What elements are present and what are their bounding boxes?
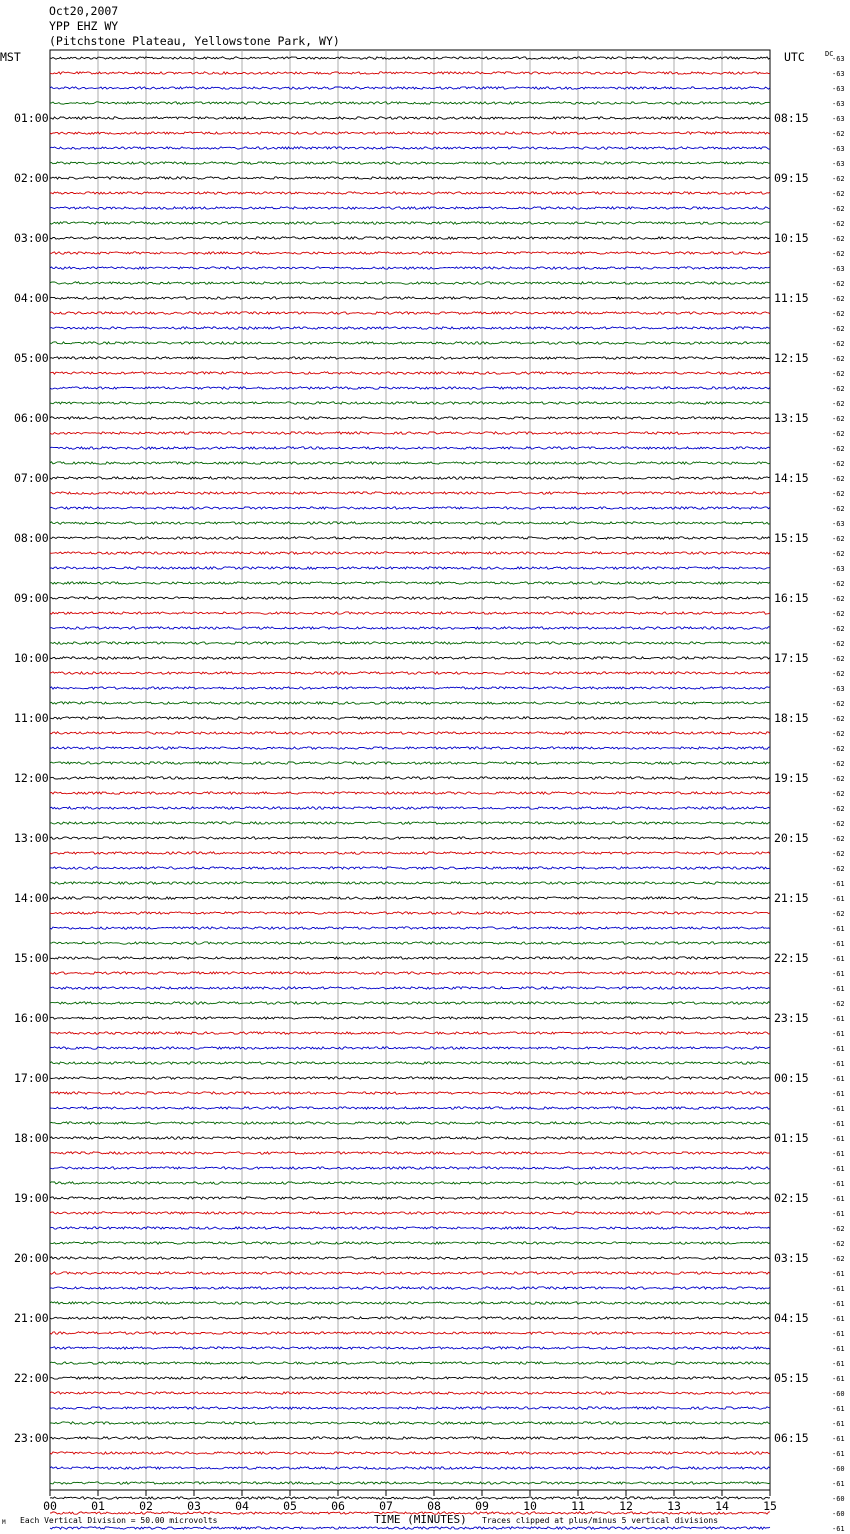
trace-line-76 (50, 1197, 770, 1199)
trace-line-43 (50, 702, 770, 704)
trace-line-23 (50, 402, 770, 404)
x-axis-ticks (43, 1490, 777, 1513)
x-axis-title: TIME (MINUTES) (374, 1513, 467, 1526)
trace-line-14 (50, 267, 770, 269)
dc-offset-label: -61 (832, 880, 845, 888)
x-tick-label: 15 (763, 1499, 777, 1513)
trace-line-68 (50, 1077, 770, 1079)
dc-offset-label: -62 (832, 655, 845, 663)
mst-hour-label: 10:00 (14, 651, 49, 665)
trace-line-50 (50, 807, 770, 809)
utc-hour-label: 01:15 (774, 1131, 809, 1145)
right-axis-label: UTC (784, 50, 805, 64)
utc-hour-label: 18:15 (774, 711, 809, 725)
trace-line-36 (50, 597, 770, 599)
dc-offset-label: -61 (832, 1405, 845, 1413)
utc-hour-label: 06:15 (774, 1431, 809, 1445)
dc-offset-label: -61 (832, 1090, 845, 1098)
trace-line-48 (50, 777, 770, 779)
trace-line-22 (50, 387, 770, 389)
dc-offset-label: -61 (832, 1030, 845, 1038)
trace-line-53 (50, 852, 770, 854)
mst-hour-label: 21:00 (14, 1311, 49, 1325)
utc-hour-label: 05:15 (774, 1371, 809, 1385)
dc-offset-label: -62 (832, 175, 845, 183)
dc-offset-label: -62 (832, 1255, 845, 1263)
mst-hour-label: 13:00 (14, 831, 49, 845)
x-tick-label: 14 (715, 1499, 729, 1513)
dc-offset-label: -62 (832, 1000, 845, 1008)
utc-hour-label: 19:15 (774, 771, 809, 785)
x-tick-label: 04 (235, 1499, 249, 1513)
dc-offset-label: -63 (832, 70, 845, 78)
mst-hour-label: 17:00 (14, 1071, 49, 1085)
trace-line-82 (50, 1287, 770, 1289)
utc-hour-label: 20:15 (774, 831, 809, 845)
dc-offset-label: -61 (832, 1120, 845, 1128)
mst-hour-label: 06:00 (14, 411, 49, 425)
mst-hour-label: 23:00 (14, 1431, 49, 1445)
trace-line-19 (50, 342, 770, 344)
x-tick-label: 07 (379, 1499, 393, 1513)
x-tick-label: 12 (619, 1499, 633, 1513)
trace-line-35 (50, 582, 770, 584)
dc-offset-label: -62 (832, 835, 845, 843)
dc-offset-label: -63 (832, 85, 845, 93)
x-tick-label: 11 (571, 1499, 585, 1513)
mst-hour-label: 03:00 (14, 231, 49, 245)
dc-offset-label: -63 (832, 115, 845, 123)
dc-offset-label: -62 (832, 325, 845, 333)
trace-line-47 (50, 762, 770, 764)
dc-offset-label: -61 (832, 1015, 845, 1023)
clipping-note: Traces clipped at plus/minus 5 vertical divisions (482, 1516, 719, 1525)
x-tick-label: 02 (139, 1499, 153, 1513)
trace-line-69 (50, 1092, 770, 1094)
utc-hour-label: 00:15 (774, 1071, 809, 1085)
corner-mark: M (2, 1519, 6, 1526)
trace-line-17 (50, 312, 770, 314)
dc-offset-label: -63 (832, 160, 845, 168)
trace-line-42 (50, 687, 770, 689)
trace-line-71 (50, 1122, 770, 1124)
trace-line-92 (50, 1437, 770, 1439)
dc-offset-label: -62 (832, 475, 845, 483)
dc-offset-label: -62 (832, 235, 845, 243)
dc-offset-label: -62 (832, 775, 845, 783)
trace-line-87 (50, 1362, 770, 1364)
utc-hour-label: 12:15 (774, 351, 809, 365)
trace-line-5 (50, 132, 770, 134)
trace-line-56 (50, 897, 770, 899)
dc-offset-label: -62 (832, 850, 845, 858)
dc-offset-label: -62 (832, 580, 845, 588)
dc-offset-label: -61 (832, 1135, 845, 1143)
trace-line-66 (50, 1047, 770, 1049)
dc-offset-label: -62 (832, 400, 845, 408)
dc-offset-label: -62 (832, 505, 845, 513)
dc-offset-label: -61 (832, 1285, 845, 1293)
dc-offset-label: -61 (832, 1330, 845, 1338)
dc-label: DC (825, 50, 834, 58)
mst-hour-label: 16:00 (14, 1011, 49, 1025)
trace-line-78 (50, 1227, 770, 1229)
trace-line-30 (50, 507, 770, 509)
trace-line-58 (50, 927, 770, 929)
dc-offset-label: -62 (832, 595, 845, 603)
trace-line-91 (50, 1422, 770, 1424)
trace-line-85 (50, 1332, 770, 1334)
utc-hour-label: 14:15 (774, 471, 809, 485)
trace-line-11 (50, 222, 770, 224)
mst-hour-label: 11:00 (14, 711, 49, 725)
dc-offset-label: -63 (832, 685, 845, 693)
trace-line-70 (50, 1107, 770, 1109)
dc-offset-label: -61 (832, 1450, 845, 1458)
trace-line-80 (50, 1257, 770, 1259)
dc-offset-label: -61 (832, 1435, 845, 1443)
utc-hour-label: 15:15 (774, 531, 809, 545)
dc-offset-label: -61 (832, 1345, 845, 1353)
dc-offset-label: -62 (832, 910, 845, 918)
trace-line-25 (50, 432, 770, 434)
trace-line-31 (50, 522, 770, 524)
dc-offset-label: -60 (832, 1495, 845, 1503)
trace-line-89 (50, 1392, 770, 1394)
trace-line-93 (50, 1452, 770, 1454)
dc-offset-label: -62 (832, 280, 845, 288)
dc-offset-label: -62 (832, 130, 845, 138)
trace-line-52 (50, 837, 770, 839)
trace-line-88 (50, 1377, 770, 1379)
trace-line-59 (50, 942, 770, 944)
trace-line-90 (50, 1407, 770, 1409)
mst-hour-label: 12:00 (14, 771, 49, 785)
dc-offset-label: -62 (832, 625, 845, 633)
trace-line-8 (50, 177, 770, 179)
trace-line-65 (50, 1032, 770, 1034)
dc-offset-label: -62 (832, 760, 845, 768)
dc-offset-label: -62 (832, 430, 845, 438)
dc-offset-label: -63 (832, 145, 845, 153)
utc-hour-labels (774, 111, 809, 1445)
dc-offset-label: -63 (832, 520, 845, 528)
trace-line-95 (50, 1482, 770, 1484)
x-tick-label: 08 (427, 1499, 441, 1513)
dc-offset-label: -62 (832, 670, 845, 678)
dc-offset-label: -61 (832, 1045, 845, 1053)
dc-offset-label: -61 (832, 1375, 845, 1383)
mst-hour-label: 05:00 (14, 351, 49, 365)
trace-line-49 (50, 792, 770, 794)
dc-offset-label: -62 (832, 385, 845, 393)
chart-station: YPP EHZ WY (49, 19, 119, 33)
utc-hour-label: 23:15 (774, 1011, 809, 1025)
trace-line-40 (50, 657, 770, 659)
trace-line-39 (50, 642, 770, 644)
dc-offset-label: -61 (832, 955, 845, 963)
trace-line-54 (50, 867, 770, 869)
mst-hour-label: 02:00 (14, 171, 49, 185)
trace-line-77 (50, 1212, 770, 1214)
trace-line-64 (50, 1017, 770, 1019)
mst-hour-label: 01:00 (14, 111, 49, 125)
seismic-traces (50, 57, 770, 1534)
trace-line-79 (50, 1242, 770, 1244)
utc-hour-label: 09:15 (774, 171, 809, 185)
dc-offset-label: -61 (832, 895, 845, 903)
chart-date: Oct20,2007 (49, 4, 119, 18)
dc-offset-labels (832, 55, 845, 1534)
trace-line-28 (50, 477, 770, 479)
dc-offset-label: -60 (832, 1465, 845, 1473)
dc-offset-label: -61 (832, 1480, 845, 1488)
dc-offset-label: -62 (832, 730, 845, 738)
chart-location: (Pitchstone Plateau, Yellowstone Park, WY) (49, 34, 340, 48)
trace-line-51 (50, 822, 770, 824)
dc-offset-label: -61 (832, 1180, 845, 1188)
trace-line-34 (50, 567, 770, 569)
dc-offset-label: -62 (832, 820, 845, 828)
trace-line-9 (50, 192, 770, 194)
dc-offset-label: -60 (832, 1390, 845, 1398)
dc-offset-label: -62 (832, 865, 845, 873)
trace-line-0 (50, 57, 770, 59)
trace-line-74 (50, 1167, 770, 1169)
dc-offset-label: -61 (832, 1105, 845, 1113)
trace-line-13 (50, 252, 770, 254)
dc-offset-label: -63 (832, 55, 845, 63)
trace-line-33 (50, 552, 770, 554)
trace-line-44 (50, 717, 770, 719)
dc-offset-label: -62 (832, 205, 845, 213)
dc-offset-label: -61 (832, 1060, 845, 1068)
dc-offset-label: -61 (832, 985, 845, 993)
trace-line-86 (50, 1347, 770, 1349)
trace-line-18 (50, 327, 770, 329)
trace-line-41 (50, 672, 770, 674)
x-tick-label: 00 (43, 1499, 57, 1513)
mst-hour-label: 08:00 (14, 531, 49, 545)
trace-line-84 (50, 1317, 770, 1319)
utc-hour-label: 22:15 (774, 951, 809, 965)
trace-line-2 (50, 87, 770, 89)
trace-line-61 (50, 972, 770, 974)
dc-offset-label: -62 (832, 415, 845, 423)
mst-hour-label: 14:00 (14, 891, 49, 905)
trace-line-20 (50, 357, 770, 359)
mst-hour-label: 07:00 (14, 471, 49, 485)
trace-line-94 (50, 1467, 770, 1469)
trace-line-62 (50, 987, 770, 989)
dc-offset-label: -62 (832, 490, 845, 498)
utc-hour-label: 10:15 (774, 231, 809, 245)
trace-line-67 (50, 1062, 770, 1064)
dc-offset-label: -61 (832, 1195, 845, 1203)
dc-offset-label: -62 (832, 295, 845, 303)
dc-offset-label: -61 (832, 1210, 845, 1218)
dc-offset-label: -61 (832, 940, 845, 948)
dc-offset-label: -61 (832, 1150, 845, 1158)
dc-offset-label: -61 (832, 1270, 845, 1278)
dc-offset-label: -62 (832, 700, 845, 708)
trace-line-72 (50, 1137, 770, 1139)
trace-line-60 (50, 957, 770, 959)
trace-line-81 (50, 1272, 770, 1274)
trace-line-21 (50, 372, 770, 374)
utc-hour-label: 11:15 (774, 291, 809, 305)
trace-line-38 (50, 627, 770, 629)
mst-hour-label: 22:00 (14, 1371, 49, 1385)
trace-line-12 (50, 237, 770, 239)
dc-offset-label: -62 (832, 370, 845, 378)
dc-offset-label: -61 (832, 1420, 845, 1428)
trace-line-57 (50, 912, 770, 914)
dc-offset-label: -62 (832, 550, 845, 558)
dc-offset-label: -62 (832, 745, 845, 753)
trace-line-55 (50, 882, 770, 884)
left-axis-label: MST (0, 50, 21, 64)
trace-line-29 (50, 492, 770, 494)
trace-line-6 (50, 147, 770, 149)
utc-hour-label: 16:15 (774, 591, 809, 605)
dc-offset-label: -63 (832, 265, 845, 273)
mst-hour-label: 20:00 (14, 1251, 49, 1265)
x-tick-label: 06 (331, 1499, 345, 1513)
trace-line-98 (50, 1527, 770, 1529)
dc-offset-label: -63 (832, 565, 845, 573)
mst-hour-label: 04:00 (14, 291, 49, 305)
mst-hour-label: 18:00 (14, 1131, 49, 1145)
trace-line-7 (50, 162, 770, 164)
trace-line-24 (50, 417, 770, 419)
trace-line-37 (50, 612, 770, 614)
dc-offset-label: -61 (832, 1525, 845, 1533)
dc-offset-label: -62 (832, 310, 845, 318)
dc-offset-label: -62 (832, 1240, 845, 1248)
utc-hour-label: 02:15 (774, 1191, 809, 1205)
trace-line-45 (50, 732, 770, 734)
x-tick-label: 10 (523, 1499, 537, 1513)
dc-offset-label: -61 (832, 1360, 845, 1368)
dc-offset-label: -62 (832, 355, 845, 363)
utc-hour-label: 21:15 (774, 891, 809, 905)
trace-line-46 (50, 747, 770, 749)
dc-offset-label: -61 (832, 1075, 845, 1083)
dc-offset-label: -60 (832, 1510, 845, 1518)
trace-line-4 (50, 117, 770, 119)
trace-line-10 (50, 207, 770, 209)
dc-offset-label: -62 (832, 1225, 845, 1233)
mst-hour-label: 09:00 (14, 591, 49, 605)
dc-offset-label: -63 (832, 100, 845, 108)
dc-offset-label: -61 (832, 1300, 845, 1308)
dc-offset-label: -62 (832, 190, 845, 198)
dc-offset-label: -62 (832, 715, 845, 723)
dc-offset-label: -62 (832, 610, 845, 618)
trace-line-32 (50, 537, 770, 539)
utc-hour-label: 17:15 (774, 651, 809, 665)
trace-line-15 (50, 282, 770, 284)
mst-hour-label: 19:00 (14, 1191, 49, 1205)
x-tick-label: 01 (91, 1499, 105, 1513)
utc-hour-label: 03:15 (774, 1251, 809, 1265)
dc-offset-label: -61 (832, 1165, 845, 1173)
trace-line-75 (50, 1182, 770, 1184)
x-tick-label: 03 (187, 1499, 201, 1513)
dc-offset-label: -62 (832, 250, 845, 258)
vertical-division-note: Each Vertical Division = 50.00 microvolts (20, 1516, 218, 1525)
x-tick-label: 05 (283, 1499, 297, 1513)
dc-offset-label: -62 (832, 460, 845, 468)
trace-line-26 (50, 447, 770, 449)
dc-offset-label: -61 (832, 925, 845, 933)
mst-hour-labels (14, 111, 49, 1445)
vertical-gridlines (98, 50, 722, 1490)
trace-line-27 (50, 462, 770, 464)
mst-hour-label: 15:00 (14, 951, 49, 965)
dc-offset-label: -62 (832, 535, 845, 543)
dc-offset-label: -61 (832, 1315, 845, 1323)
trace-line-1 (50, 72, 770, 74)
utc-hour-label: 04:15 (774, 1311, 809, 1325)
dc-offset-label: -62 (832, 640, 845, 648)
trace-line-3 (50, 102, 770, 104)
utc-hour-label: 08:15 (774, 111, 809, 125)
trace-line-83 (50, 1302, 770, 1304)
x-tick-label: 09 (475, 1499, 489, 1513)
utc-hour-label: 13:15 (774, 411, 809, 425)
x-tick-label: 13 (667, 1499, 681, 1513)
dc-offset-label: -62 (832, 805, 845, 813)
dc-offset-label: -62 (832, 790, 845, 798)
trace-line-96 (50, 1497, 770, 1499)
trace-line-73 (50, 1152, 770, 1154)
trace-line-63 (50, 1002, 770, 1004)
dc-offset-label: -61 (832, 970, 845, 978)
dc-offset-label: -62 (832, 445, 845, 453)
dc-offset-label: -62 (832, 220, 845, 228)
trace-line-16 (50, 297, 770, 299)
dc-offset-label: -62 (832, 340, 845, 348)
